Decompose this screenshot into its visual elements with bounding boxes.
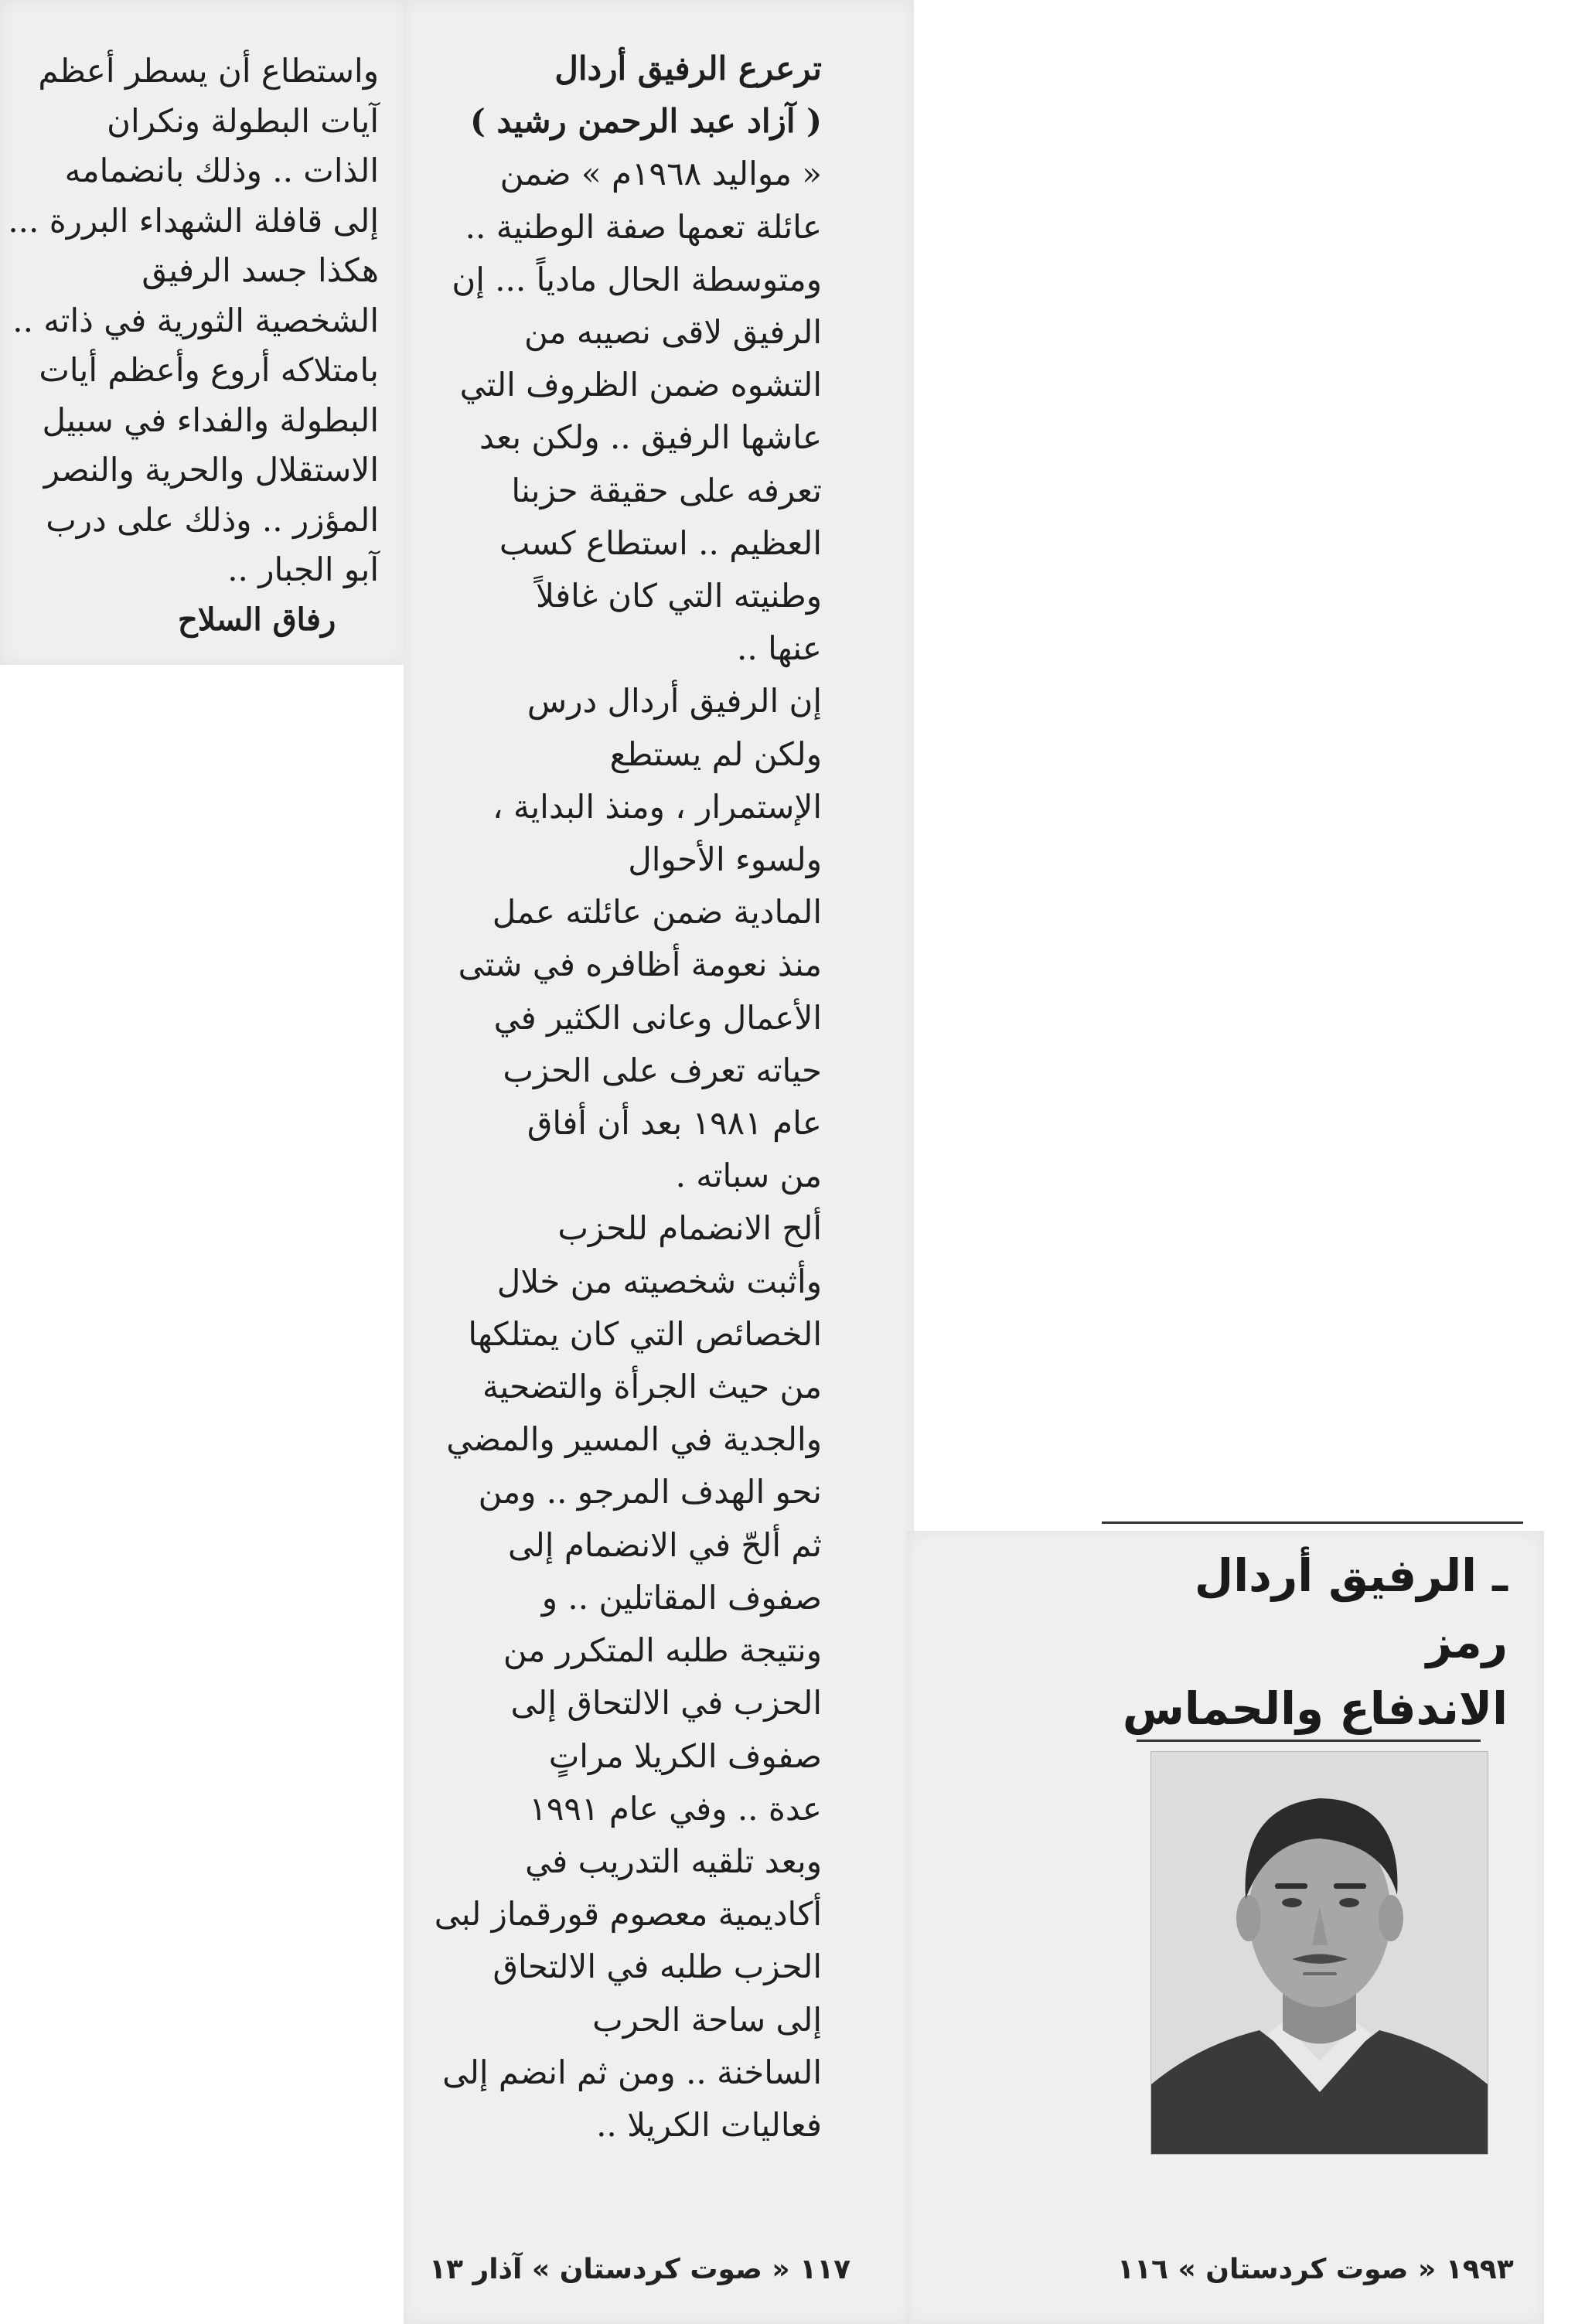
headline-line: ـ الرفيق أردال رمز	[1194, 1549, 1508, 1668]
text-line: الرفيق لاقى نصيبه من	[524, 313, 822, 352]
headline-bottom-rule	[1137, 1740, 1481, 1742]
text-line: التشوه ضمن الظروف التي	[459, 366, 822, 404]
text-line: عام ١٩٨١ بعد أن أفاق	[527, 1104, 822, 1143]
text-line: ( آزاد عبد الرحمن رشيد )	[469, 102, 822, 141]
text-line: منذ نعومة أظافره في شتى	[458, 946, 822, 984]
text-line: صفوف المقاتلين .. و	[541, 1578, 822, 1617]
text-line: الحزب في الالتحاق إلى	[510, 1684, 822, 1723]
text-line: آيات البطولة ونكران	[107, 101, 379, 140]
text-line: وأثبت شخصيته من خلال	[496, 1262, 822, 1300]
portrait-image	[1151, 1752, 1488, 2154]
text-line: حياته تعرف على الحزب	[503, 1051, 822, 1089]
text-line: من سباته .	[675, 1157, 822, 1195]
text-line: الذات .. وذلك بانضمامه	[64, 152, 379, 189]
text-line: واستطاع أن يسطر أعظم	[38, 52, 379, 90]
text-line: « مواليد ١٩٦٨م » ضمن	[499, 155, 822, 193]
text-line: وطنيته التي كان غافلاً	[536, 577, 822, 615]
text-line: الاستقلال والحرية والنصر	[43, 451, 379, 489]
headline-top-rule	[1102, 1522, 1523, 1524]
text-line: ألح الانضمام للحزب	[557, 1209, 822, 1248]
text-line: نحو الهدف المرجو .. ومن	[478, 1473, 822, 1511]
text-line: ولسوء الأحوال	[628, 840, 822, 879]
text-line: الخصائص التي كان يمتلكها	[468, 1314, 822, 1353]
text-line: البطولة والفداء في سبيل	[42, 400, 379, 439]
text-line: عنها ..	[737, 629, 822, 668]
text-line: الأعمال وعانى الكثير في	[493, 998, 822, 1037]
text-line: المادية ضمن عائلته عمل	[492, 893, 822, 932]
left-page-footer: ١١٧ « صوت كردستان » آذار ١٣	[429, 2254, 851, 2285]
text-line: ولكن لم يستطع	[609, 734, 822, 773]
text-line: وبعد تلقيه التدريب في	[525, 1842, 822, 1880]
left-article	[8, 46, 379, 645]
article-signature: رفاق السلاح	[178, 601, 336, 638]
text-line: الإستمرار ، ومنذ البداية ،	[493, 787, 822, 826]
headline-line: الاندفاع والحماس	[1122, 1682, 1508, 1735]
text-line: عائلة تعمها صفة الوطنية ..	[465, 207, 822, 246]
text-line: ترعرع الرفيق أردال	[554, 49, 822, 87]
text-line: هكذا جسد الرفيق	[141, 251, 379, 289]
text-line: صفوف الكريلا مراتٍ	[548, 1736, 822, 1775]
text-line: أكاديمية معصوم قورقماز لبى	[434, 1895, 822, 1934]
text-line: من حيث الجرأة والتضحية	[482, 1368, 822, 1406]
text-line: ونتيجة طلبه المتكرر من	[503, 1631, 822, 1670]
text-line: عاشها الرفيق .. ولكن بعد	[479, 418, 822, 457]
right-page-footer: ١٩٩٣ « صوت كردستان » ١١٦	[1117, 2254, 1514, 2285]
text-line: إلى ساحة الحرب	[592, 2000, 822, 2039]
portrait-photo	[1150, 1751, 1488, 2155]
text-line: آبو الجبار ..	[227, 550, 379, 588]
text-line: الشخصية الثورية في ذاته ..	[12, 301, 379, 339]
text-line: الحزب طلبه في الالتحاق	[493, 1947, 822, 1986]
text-line: إلى قافلة الشهداء البررة ...	[8, 201, 379, 240]
text-line: المؤزر .. وذلك على درب	[46, 500, 379, 539]
text-line: ومتوسطة الحال مادياً ... إن	[452, 260, 822, 298]
text-line: العظيم .. استطاع كسب	[499, 523, 822, 562]
text-line: تعرفه على حقيقة حزبنا	[511, 471, 822, 509]
middle-article	[434, 43, 822, 2152]
text-line: عدة .. وفي عام ١٩٩١	[529, 1789, 822, 1828]
text-line: إن الرفيق أردال درس	[527, 682, 822, 721]
text-line: الساخنة .. ومن ثم انضم إلى	[442, 2053, 822, 2091]
text-line: بامتلاكه أروع وأعظم أيات	[39, 351, 379, 389]
text-line: فعاليات الكريلا ..	[596, 2105, 822, 2144]
text-line: ثم ألحّ في الانضمام إلى	[508, 1525, 822, 1564]
text-line: والجدية في المسير والمضي	[446, 1420, 822, 1459]
